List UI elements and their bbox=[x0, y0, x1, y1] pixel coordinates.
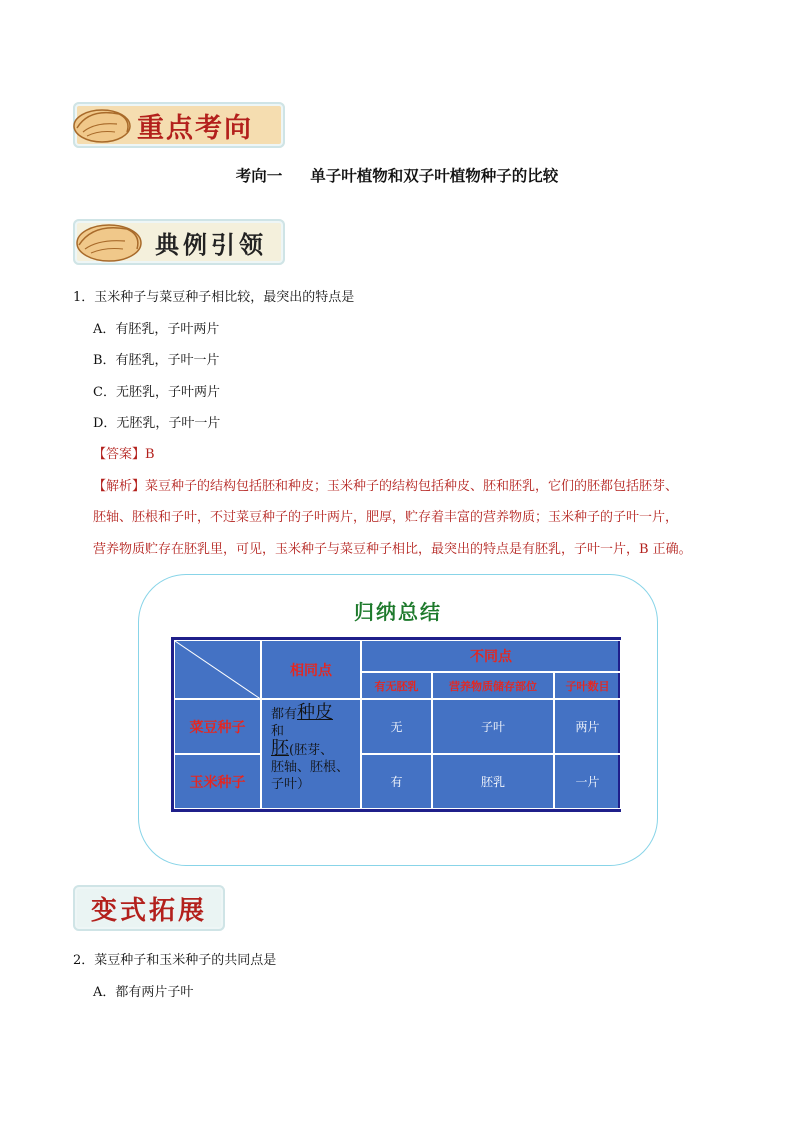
banner-title: 变式拓展 bbox=[91, 895, 208, 926]
bean-storage: 子叶 bbox=[432, 699, 554, 754]
keyword-seed-coat: 种皮 bbox=[297, 702, 334, 723]
diagonal-line bbox=[175, 641, 262, 700]
row-label-corn: 玉米种子 bbox=[174, 754, 261, 809]
comparison-table bbox=[171, 637, 621, 812]
banner-title: 重点考向 bbox=[137, 112, 253, 144]
example-banner bbox=[73, 216, 285, 268]
section-subheading bbox=[0, 164, 794, 186]
q1-stem: 1．玉米种子与菜豆种子相比较，最突出的特点是 bbox=[73, 290, 355, 305]
banner-title: 典例引领 bbox=[155, 229, 267, 259]
subheader-cotyledon: 子叶数目 bbox=[554, 672, 621, 699]
banner-plate bbox=[73, 219, 285, 265]
conch-shell-icon bbox=[69, 98, 135, 150]
q1-option-d: D．无胚乳，子叶一片 bbox=[93, 416, 221, 431]
row-label-bean: 菜豆种子 bbox=[174, 699, 261, 754]
corn-storage: 胚乳 bbox=[432, 754, 554, 809]
q2-option-a: A．都有两片子叶 bbox=[93, 985, 194, 1000]
q1-option-a: A．有胚乳，子叶两片 bbox=[93, 322, 220, 337]
corn-cotyledon: 一片 bbox=[554, 754, 621, 809]
subheading-text: 单子叶植物和双子叶植物种子的比较 bbox=[310, 166, 559, 185]
summary-title: 归纳总结 bbox=[354, 600, 442, 624]
subheader-endosperm: 有无胚乳 bbox=[361, 672, 432, 699]
header-same: 相同点 bbox=[261, 640, 361, 699]
q1-answer: 【答案】B bbox=[93, 447, 155, 462]
conch-shell-icon bbox=[71, 213, 147, 269]
same-points-text: 都有种皮 和 胚(胚芽、 胚轴、胚根、 子叶） bbox=[271, 702, 350, 792]
corn-endosperm: 有 bbox=[361, 754, 432, 809]
keyword-embryo: 胚 bbox=[271, 738, 289, 759]
variation-banner bbox=[73, 882, 225, 934]
header-diff: 不同点 bbox=[361, 640, 621, 672]
q1-option-b: B．有胚乳，子叶一片 bbox=[93, 353, 220, 368]
q1-analysis-line-1: 【解析】菜豆种子的结构包括胚和种皮；玉米种子的结构包括种皮、胚和胚乳，它们的胚都包括胚芽、 bbox=[93, 479, 679, 494]
banner-plate bbox=[73, 885, 225, 931]
q1-option-c: C．无胚乳，子叶两片 bbox=[93, 385, 220, 400]
subheading-label: 考向一 bbox=[235, 166, 283, 185]
table-corner-cell bbox=[174, 640, 261, 699]
bean-endosperm: 无 bbox=[361, 699, 432, 754]
bean-cotyledon: 两片 bbox=[554, 699, 621, 754]
q1-analysis-line-2: 胚轴、胚根和子叶，不过菜豆种子的子叶两片，肥厚，贮存着丰富的营养物质；玉米种子的子叶一片， bbox=[93, 510, 679, 525]
banner-plate bbox=[73, 102, 285, 148]
key-points-banner bbox=[73, 99, 285, 151]
same-points-cell bbox=[261, 699, 361, 809]
subheader-storage: 营养物质储存部位 bbox=[432, 672, 554, 699]
q2-stem: 2．菜豆种子和玉米种子的共同点是 bbox=[73, 953, 277, 968]
q1-analysis-line-3: 营养物质贮存在胚乳里，可见，玉米种子与菜豆种子相比，最突出的特点是有胚乳，子叶一片，B 正确。 bbox=[93, 542, 692, 557]
